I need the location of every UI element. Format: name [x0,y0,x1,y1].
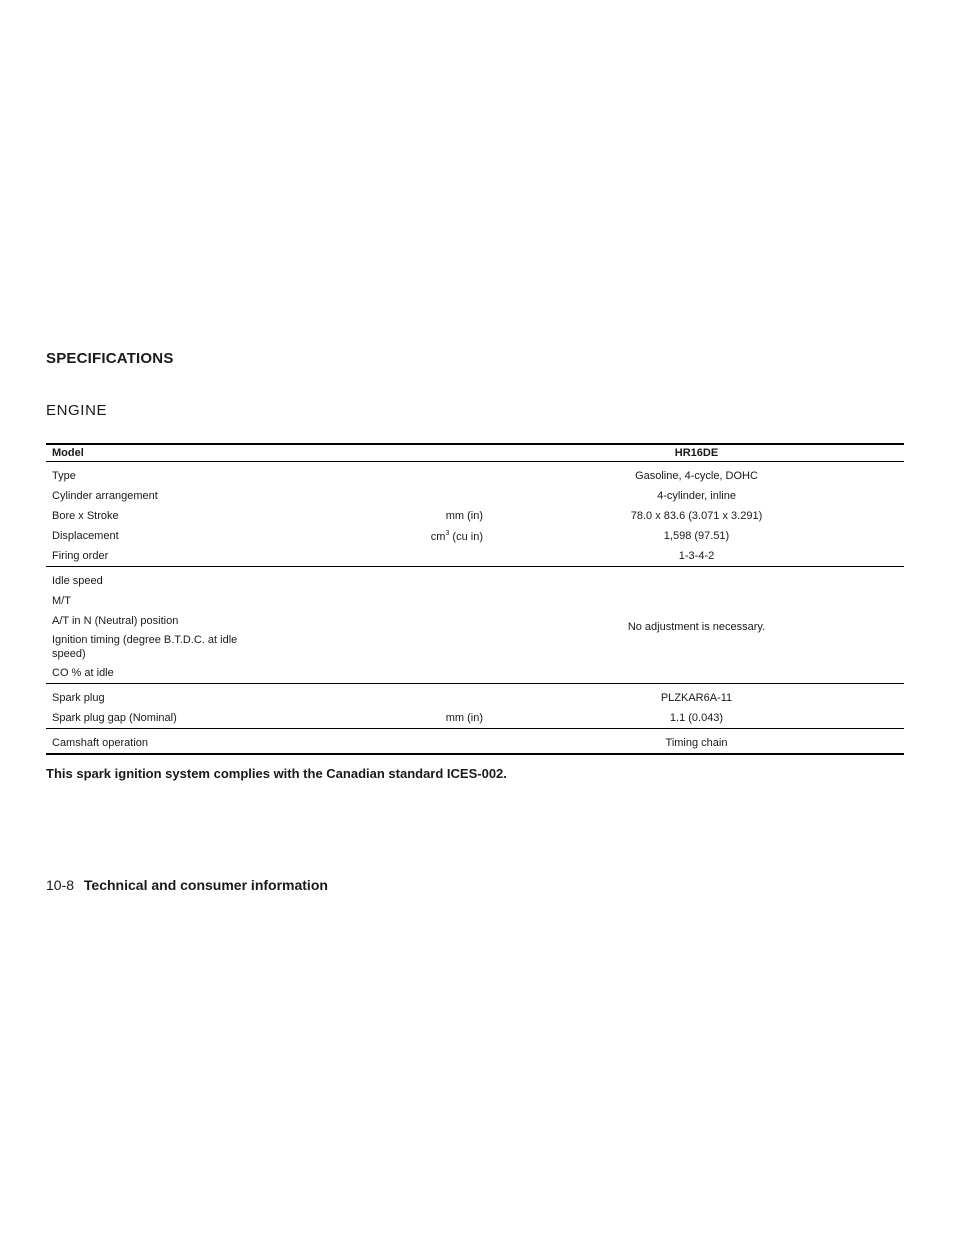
row-label: Idle speed [46,567,257,592]
row-unit [257,462,489,487]
subsection-title: ENGINE [46,402,108,419]
table-row [46,567,904,592]
engine-spec-table [46,443,904,755]
table-row [46,526,904,546]
row-unit [257,486,489,506]
table-row [46,708,904,729]
page-footer [46,877,328,893]
row-value: 1,598 (97.51) [663,530,730,542]
row-value: Gasoline, 4-cycle, DOHC [635,470,758,482]
row-label: Firing order [52,550,109,562]
row-label: A/T in N (Neutral) position [52,615,179,627]
row-label: Displacement [52,530,119,542]
table-header-row [46,444,904,462]
table-row [46,729,904,755]
row-label: Bore x Stroke [52,510,119,522]
row-unit [257,526,489,546]
table-row [46,506,904,526]
row-unit: mm (in) [445,712,483,724]
page-number: 10-8 [46,877,75,893]
row-value: PLZKAR6A-11 [489,684,904,709]
row-label: Spark plug [46,684,257,709]
section-title: SPECIFICATIONS [46,350,174,367]
row-label: Cylinder arrangement [52,490,158,502]
row-label: CO % at idle [52,667,114,679]
table-row [46,684,904,709]
row-unit [257,546,489,567]
table-row [46,462,904,487]
row-value: 4-cylinder, inline [657,490,736,502]
row-label: M/T [52,595,71,607]
unit-superscript: 3 [445,529,450,537]
row-value: 78.0 x 83.6 (3.071 x 3.291) [630,510,763,522]
row-unit [257,684,489,709]
table-row [46,546,904,567]
header-model-label: Model [46,444,257,462]
unit-rest: (cu in) [449,530,483,543]
row-label: Camshaft operation [46,729,257,755]
row-value: 1.1 (0.043) [669,712,724,724]
row-value: 1-3-4-2 [678,550,715,562]
table-row [46,486,904,506]
row-label: Ignition timing (degree B.T.D.C. at idle speed) [52,634,238,660]
header-model-value: HR16DE [489,444,904,462]
row-label: Type [52,470,76,482]
row-unit: mm (in) [445,510,483,522]
row-unit [257,729,489,755]
row-value: Timing chain [489,729,904,755]
row-value-merged: No adjustment is necessary. [489,567,904,684]
footer-section-title: Technical and consumer information [83,877,328,893]
compliance-notice: This spark ignition system complies with the Canadian standard ICES-002. [46,766,507,781]
unit-base: cm [430,530,446,543]
row-label: Spark plug gap (Nominal) [52,712,177,724]
